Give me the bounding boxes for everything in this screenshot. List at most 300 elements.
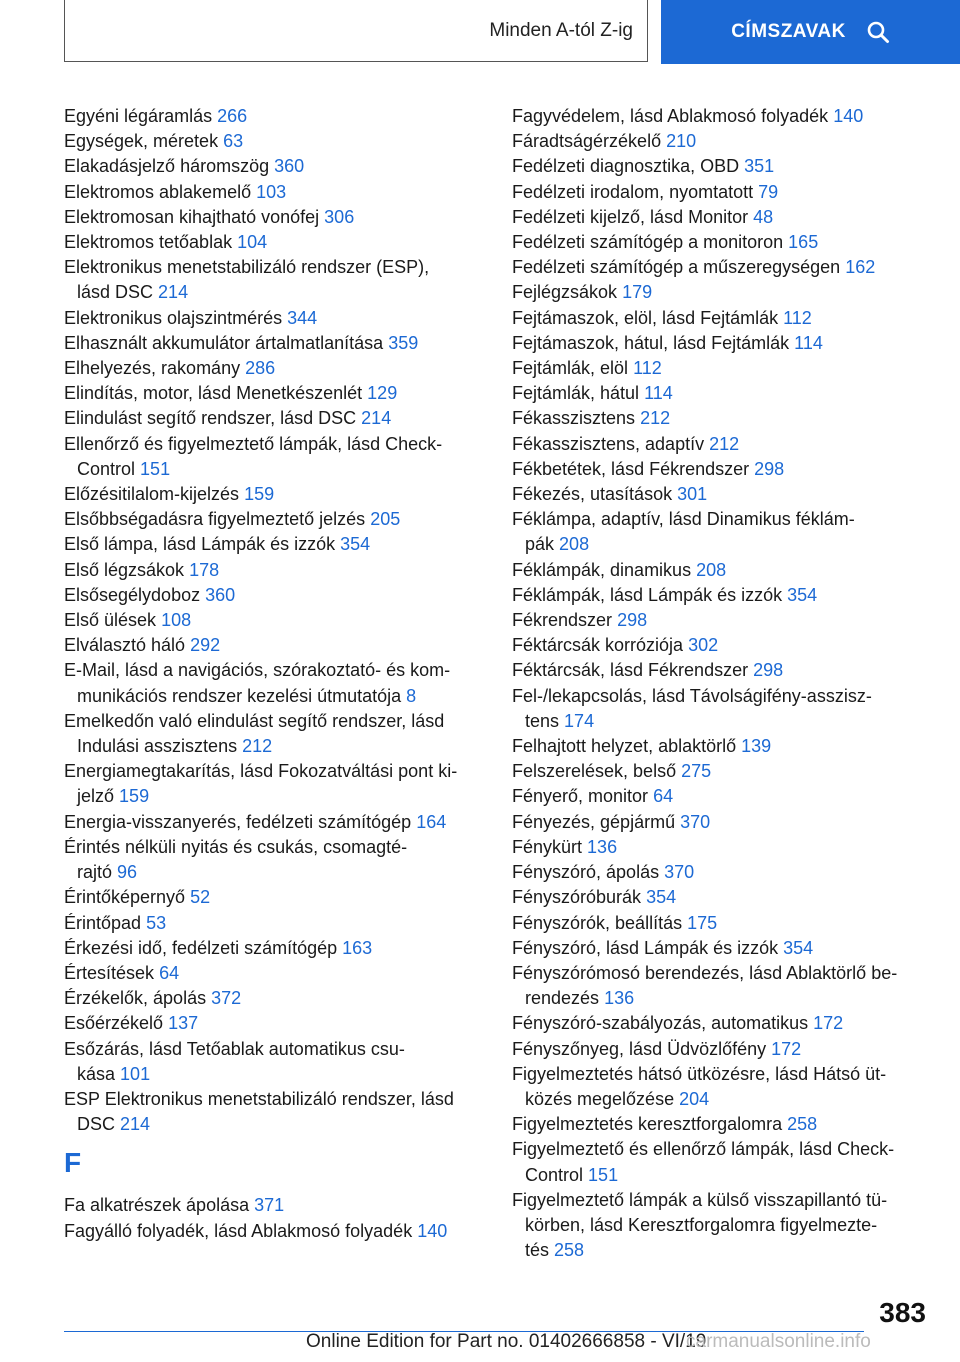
page-link[interactable]: 164 (416, 811, 447, 832)
index-entry-text: rendezés (525, 988, 600, 1009)
page-link[interactable]: 159 (244, 484, 275, 505)
index-entry-line (64, 1013, 198, 1033)
index-entry-text: Felszerelések, belső (512, 761, 677, 782)
index-entry-line (64, 182, 286, 202)
index-entry-line (64, 131, 243, 151)
index-entry (64, 1087, 494, 1137)
index-entry-text: Esőzárás, lásd Tetőablak automatikus csu- (64, 1038, 405, 1059)
page-link[interactable]: 275 (681, 761, 712, 782)
index-entry-text: Elsőbbségadásra figyelmeztető jelzés (64, 509, 366, 530)
page-link[interactable]: 286 (245, 358, 276, 379)
page-link[interactable]: 159 (119, 786, 150, 807)
index-entry-text: Féktárcsák korróziója (512, 635, 684, 656)
index-entry (64, 885, 494, 910)
index-entry (512, 885, 932, 910)
index-entry-line (512, 610, 647, 630)
index-entry-text: Fedélzeti diagnosztika, OBD (512, 156, 740, 177)
page-link[interactable]: 96 (117, 862, 138, 883)
index-entry-line (64, 333, 418, 353)
page-link[interactable]: 178 (189, 559, 220, 580)
page-link[interactable]: 136 (604, 988, 635, 1009)
index-entry-line (512, 484, 707, 504)
page-link[interactable]: 298 (753, 660, 784, 681)
index-entry-text: Fejlégzsákok (512, 282, 618, 303)
index-entry (64, 482, 494, 507)
index-entry-text: Első ülések (64, 610, 157, 631)
index-entry-line (512, 862, 694, 882)
index-entry-text: Fejtámaszok, hátul, lásd Fejtámlák (512, 332, 790, 353)
page-link[interactable]: 101 (120, 1063, 151, 1084)
index-entry-text: Elektromos tetőablak (64, 232, 233, 253)
index-entry-text: Emelkedőn való elindulást segítő rendszer, lásd (64, 710, 445, 731)
index-entry-text: kása (77, 1063, 116, 1084)
index-entry (64, 255, 494, 305)
index-entry-line (512, 1114, 817, 1134)
page-link[interactable]: 140 (417, 1220, 448, 1241)
index-entry-text: Fékasszisztens (512, 408, 636, 429)
index-entry-text: pák (525, 534, 555, 555)
index-entry-line (512, 182, 778, 202)
index-entry (512, 633, 932, 658)
page-link[interactable]: 258 (554, 1240, 585, 1261)
page-link[interactable]: 208 (559, 534, 590, 555)
page-link[interactable]: 151 (588, 1164, 619, 1185)
index-entry-line (64, 1112, 494, 1137)
page-link[interactable]: 114 (644, 383, 673, 404)
page-link[interactable]: 64 (653, 786, 674, 807)
index-entry-text: közés megelőzése (525, 1088, 675, 1109)
page-link[interactable]: 151 (140, 458, 171, 479)
index-entry (64, 633, 494, 658)
page-link[interactable]: 351 (744, 156, 775, 177)
index-entry (512, 658, 932, 683)
page-link[interactable]: 354 (787, 584, 818, 605)
index-entry (64, 759, 494, 809)
index-entry-text: E-Mail, lásd a navigációs, szórakoztató- és kom- (64, 660, 451, 681)
page-link[interactable]: 210 (666, 131, 697, 152)
index-entry-text: Fényszórómosó berendezés, lásd Ablaktörlő be- (512, 962, 898, 983)
index-entry-text: Fékezés, utasítások (512, 484, 673, 505)
index-entry (64, 1219, 494, 1244)
page-link[interactable]: 344 (287, 307, 318, 328)
index-entry-line (512, 585, 817, 605)
index-entry (512, 507, 932, 557)
index-entry-line (64, 308, 317, 328)
page-link[interactable]: 172 (813, 1013, 844, 1034)
edition-note: Online Edition for Part no. 01402666858 - VI/19 (306, 1331, 707, 1352)
tab-keywords[interactable] (661, 0, 960, 64)
page-link[interactable]: 104 (237, 232, 268, 253)
index-entry-text: Fényszóróburák (512, 887, 642, 908)
index-entry-text: Értesítések (64, 962, 155, 983)
magnifier-icon[interactable] (866, 20, 890, 44)
index-entry (512, 911, 932, 936)
page-link[interactable]: 79 (758, 181, 779, 202)
index-entry-text: DSC (77, 1114, 116, 1135)
index-entry-text: Figyelmeztető lámpák a külső visszapillantó tü- (512, 1189, 888, 1210)
index-entry-line (512, 106, 863, 126)
index-entry-text: Ellenőrző és figyelmeztető lámpák, lásd Check- (64, 433, 443, 454)
page-link[interactable]: 372 (211, 988, 242, 1009)
index-entry-text: Fényszőnyeg, lásd Üdvözlőfény (512, 1038, 767, 1059)
index-entry-text: Fedélzeti számítógép a monitoron (512, 232, 784, 253)
index-entry-line (64, 509, 400, 529)
index-entry (64, 558, 494, 583)
index-entry-line (512, 786, 673, 806)
index-entry-line (512, 257, 875, 277)
index-entry-line (512, 736, 771, 756)
index-entry-line (512, 1087, 932, 1112)
index-entry (64, 356, 494, 381)
index-entry (64, 936, 494, 961)
page-link[interactable]: 140 (833, 106, 864, 126)
page-link[interactable]: 214 (120, 1114, 151, 1135)
watermark: carmanualsonline.info (686, 1331, 871, 1352)
index-entry (512, 154, 932, 179)
index-entry (64, 1037, 494, 1087)
index-list-f (512, 104, 932, 1263)
page-link[interactable]: 212 (242, 736, 273, 757)
page-link[interactable]: 64 (159, 962, 180, 983)
index-entry (512, 280, 932, 305)
page-link[interactable]: 103 (256, 181, 287, 202)
index-column-right (512, 104, 932, 1263)
index-entry (512, 1062, 932, 1112)
index-entry (64, 180, 494, 205)
page-link[interactable]: 8 (406, 685, 417, 706)
index-entry-line (64, 560, 219, 580)
index-entry (512, 860, 932, 885)
index-entry-text: Egyéni légáramlás (64, 106, 213, 126)
page-link[interactable]: 360 (205, 584, 236, 605)
index-entry (512, 759, 932, 784)
page-link[interactable]: 258 (787, 1114, 818, 1135)
index-entry-text: Elakadásjelző háromszög (64, 156, 270, 177)
index-entry-line (64, 1062, 494, 1087)
page-number: 383 (879, 1297, 926, 1328)
index-entry (512, 734, 932, 759)
page-link[interactable]: 136 (587, 836, 618, 857)
index-entry-line (64, 938, 372, 958)
index-entry-line (64, 156, 304, 176)
index-entry-line (64, 963, 179, 983)
index-entry-text: Fénykürt (512, 836, 583, 857)
index-entry (512, 331, 932, 356)
index-entry-line (512, 459, 784, 479)
index-entry-text: tés (525, 1240, 550, 1261)
index-entry (64, 381, 494, 406)
index-entry-line (512, 1163, 932, 1188)
index-entry-text: Fényerő, monitor (512, 786, 649, 807)
index-entry (64, 608, 494, 633)
index-entry-line (512, 660, 783, 680)
page-link[interactable]: 208 (696, 559, 727, 580)
page-link[interactable]: 139 (741, 736, 772, 757)
index-entry (64, 658, 494, 708)
page-link[interactable]: 114 (794, 332, 823, 353)
index-entry-text: Fényszóró, lásd Lámpák és izzók (512, 937, 779, 958)
index-entry-line (512, 1238, 932, 1263)
index-entry (512, 583, 932, 608)
index-entry-text: Indulási asszisztens (77, 736, 238, 757)
header-bar (0, 0, 960, 66)
index-entry-line (512, 308, 812, 328)
page-link[interactable]: 292 (190, 635, 221, 656)
index-entry-text: Fényszóró-szabályozás, automatikus (512, 1013, 809, 1034)
index-entry (64, 1193, 494, 1218)
index-entry (512, 180, 932, 205)
index-entry-text: Fékbetétek, lásd Fékrendszer (512, 458, 750, 479)
page-link[interactable]: 52 (190, 887, 211, 908)
index-entry (512, 129, 932, 154)
index-entry-text: Figyelmeztetés keresztforgalomra (512, 1114, 783, 1135)
index-entry (64, 129, 494, 154)
tab-a-to-z-label: Minden A-tól Z-ig (489, 19, 633, 41)
index-entry-line (64, 1221, 447, 1241)
page-link[interactable]: 298 (754, 458, 785, 479)
index-entry-line (512, 282, 652, 302)
index-entry (512, 1112, 932, 1137)
index-entry-text: Első lámpa, lásd Lámpák és izzók (64, 534, 336, 555)
index-entry (512, 406, 932, 431)
index-entry-line (512, 709, 932, 734)
index-entry-text: Elektronikus olajszintmérés (64, 307, 283, 328)
page-link[interactable]: 112 (783, 307, 812, 328)
page-link[interactable]: 212 (709, 433, 740, 454)
index-entry-line (64, 484, 274, 504)
index-entry-text: Control (77, 458, 136, 479)
index-entry (512, 1011, 932, 1036)
index-entry-line (512, 635, 718, 655)
index-entry (64, 961, 494, 986)
page-link[interactable]: 172 (771, 1038, 802, 1059)
index-entry-text: Elektronikus menetstabilizáló rendszer (ESP), (64, 257, 430, 278)
index-entry-text: Féklámpák, dinamikus (512, 559, 692, 580)
index-entry-line (64, 232, 267, 252)
page-link[interactable]: 108 (161, 610, 192, 631)
index-entry (64, 532, 494, 557)
index-entry (512, 1188, 932, 1264)
page-link[interactable]: 360 (274, 156, 305, 177)
index-entry-text: Fagyvédelem, lásd Ablakmosó folyadék (512, 106, 829, 126)
page-link[interactable]: 298 (617, 610, 648, 631)
index-entry-text: Fa alkatrészek ápolása (64, 1195, 250, 1216)
index-entry-text: Fedélzeti kijelző, lásd Monitor (512, 206, 749, 227)
page-link[interactable]: 371 (254, 1195, 285, 1216)
index-entry-text: Figyelmeztetés hátsó ütközésre, lásd Hátsó üt- (512, 1063, 887, 1084)
page-link[interactable]: 179 (622, 282, 653, 303)
index-entry-text: Elektromosan kihajtható vonófej (64, 206, 320, 227)
index-entry-line (512, 1039, 801, 1059)
index-entry (512, 558, 932, 583)
page-link[interactable]: 214 (361, 408, 392, 429)
index-entry-text: Fejtámlák, hátul (512, 383, 640, 404)
page-link[interactable]: 302 (688, 635, 719, 656)
index-entry-line (512, 358, 662, 378)
index-entry-text: lásd DSC (77, 282, 154, 303)
index-entry-text: Érkezési idő, fedélzeti számítógép (64, 937, 338, 958)
page-link[interactable]: 359 (388, 332, 419, 353)
index-entry-line (512, 532, 932, 557)
index-list-e (64, 104, 494, 1137)
index-entry-text: Fáradtságérzékelő (512, 131, 662, 152)
index-entry-text: Fedélzeti irodalom, nyomtatott (512, 181, 754, 202)
index-entry-text: Érzékelők, ápolás (64, 988, 207, 1009)
index-entry (64, 1011, 494, 1036)
index-entry-text: Érintőpad (64, 912, 142, 933)
index-entry-line (64, 635, 220, 655)
index-entry-line (512, 207, 773, 227)
page-link[interactable]: 165 (788, 232, 819, 253)
index-entry (64, 911, 494, 936)
index-entry-text: Fékasszisztens, adaptív (512, 433, 705, 454)
index-entry-line (64, 106, 247, 126)
index-entry-line (512, 232, 818, 252)
page-link[interactable]: 370 (664, 862, 695, 883)
index-entry-line (64, 457, 494, 482)
index-entry-line (512, 434, 739, 454)
index-entry (512, 255, 932, 280)
index-entry-text: Fejtámlák, elöl (512, 358, 629, 379)
index-entry-line (64, 383, 397, 403)
index-entry (64, 406, 494, 431)
index-entry-text: Fejtámaszok, elöl, lásd Fejtámlák (512, 307, 779, 328)
page-link[interactable]: 137 (168, 1013, 199, 1034)
page-link[interactable]: 112 (633, 358, 662, 379)
index-entry-text: Érintés nélküli nyitás és csukás, csomagté- (64, 836, 408, 857)
index-entry-text: Control (525, 1164, 584, 1185)
index-entry-line (64, 207, 354, 227)
index-entry-line (512, 1013, 843, 1033)
page-link[interactable]: 301 (677, 484, 708, 505)
index-entry (512, 356, 932, 381)
index-entry-text: Fékrendszer (512, 610, 613, 631)
index-entry-line (64, 913, 166, 933)
index-entry-line (64, 1195, 284, 1215)
index-entry (64, 709, 494, 759)
index-entry (64, 810, 494, 835)
index-entry-text: ESP Elektronikus menetstabilizáló rendszer, lásd (64, 1088, 454, 1109)
index-entry-text: Előzésitilalom-kijelzés (64, 484, 240, 505)
index-entry (512, 961, 932, 1011)
index-entry-text: Elindítás, motor, lásd Menetkészenlét (64, 383, 363, 404)
index-entry (64, 104, 494, 129)
page-link[interactable]: 354 (340, 534, 371, 555)
index-entry-line (64, 812, 446, 832)
page-link[interactable]: 162 (845, 257, 876, 278)
index-entry (64, 306, 494, 331)
page-link[interactable]: 370 (680, 811, 711, 832)
index-list-f-start (64, 1193, 494, 1243)
index-entry-text: Fel-/lekapcsolás, lásd Távolságifény-asszisz- (512, 685, 872, 706)
page-link[interactable]: 354 (783, 937, 814, 958)
index-entry-text: Energiamegtakarítás, lásd Fokozatváltási pont ki- (64, 761, 458, 782)
page-link[interactable]: 354 (646, 887, 677, 908)
index-entry (64, 507, 494, 532)
index-entry (512, 205, 932, 230)
page-link[interactable]: 174 (564, 710, 595, 731)
index-entry-line (512, 333, 823, 353)
tab-a-to-z[interactable] (64, 0, 648, 62)
page-link[interactable]: 306 (324, 206, 355, 227)
index-entry-line (512, 837, 617, 857)
page-link[interactable]: 163 (342, 937, 373, 958)
index-entry-text: Egységek, méretek (64, 131, 219, 152)
index-entry-text: Féklámpák, lásd Lámpák és izzók (512, 584, 783, 605)
page-link[interactable]: 175 (687, 912, 718, 933)
index-entry (64, 432, 494, 482)
index-entry-line (64, 585, 235, 605)
index-entry-line (64, 610, 191, 630)
index-entry (512, 936, 932, 961)
index-entry-line (512, 156, 774, 176)
index-entry-line (64, 684, 494, 709)
index-entry-text: Esőérzékelő (64, 1013, 164, 1034)
index-entry-line (512, 761, 711, 781)
index-entry (64, 835, 494, 885)
index-entry-line (64, 358, 275, 378)
index-entry-text: Figyelmeztető és ellenőrző lámpák, lásd Check- (512, 1139, 895, 1160)
index-entry-text: Fedélzeti számítógép a műszeregységen (512, 257, 841, 278)
index-entry-line (512, 812, 710, 832)
index-entry-line (512, 560, 726, 580)
index-entry-text: körben, lásd Keresztforgalomra figyelmezte- (525, 1214, 878, 1235)
index-entry-text: Érintőképernyő (64, 887, 186, 908)
page-link[interactable]: 214 (158, 282, 189, 303)
index-entry (512, 306, 932, 331)
index-entry-line (512, 913, 717, 933)
index-entry-line (64, 280, 494, 305)
tab-keywords-label: CÍMSZAVAK (731, 21, 846, 42)
index-entry (64, 154, 494, 179)
page-link[interactable]: 205 (370, 509, 401, 530)
index-entry-line (512, 408, 670, 428)
index-entry-text: Fényszóró, ápolás (512, 862, 660, 883)
index-entry-line (64, 988, 241, 1008)
index-entry (64, 583, 494, 608)
index-entry (512, 784, 932, 809)
index-entry (512, 432, 932, 457)
index-entry-text: Fagyálló folyadék, lásd Ablakmosó folyadék (64, 1220, 413, 1241)
index-entry-text: tens (525, 710, 560, 731)
page-link[interactable]: 48 (753, 206, 774, 227)
index-entry-text: Elektromos ablakemelő (64, 181, 252, 202)
index-entry-text: Féklámpa, adaptív, lásd Dinamikus féklám- (512, 509, 855, 530)
page-link[interactable]: 204 (679, 1088, 710, 1109)
page-link[interactable]: 129 (367, 383, 398, 404)
index-entry (512, 457, 932, 482)
index-entry-text: Elhasznált akkumulátor ártalmatlanítása (64, 332, 384, 353)
page-link[interactable]: 63 (223, 131, 244, 152)
index-entry-line (64, 408, 391, 428)
page-link[interactable]: 212 (640, 408, 671, 429)
index-entry-line (512, 887, 676, 907)
index-entry (512, 684, 932, 734)
index-entry-text: Elindulást segítő rendszer, lásd DSC (64, 408, 357, 429)
index-entry (512, 381, 932, 406)
index-entry (512, 1037, 932, 1062)
index-entry (512, 482, 932, 507)
index-entry-line (64, 734, 494, 759)
index-entry-text: Fényezés, gépjármű (512, 811, 676, 832)
index-column-left (64, 104, 494, 1244)
page-link[interactable]: 266 (217, 106, 248, 126)
index-entry-text: Féktárcsák, lásd Fékrendszer (512, 660, 749, 681)
index-entry-text: Elhelyezés, rakomány (64, 358, 241, 379)
page-link[interactable]: 53 (146, 912, 167, 933)
index-entry (64, 331, 494, 356)
index-entry-line (64, 887, 210, 907)
